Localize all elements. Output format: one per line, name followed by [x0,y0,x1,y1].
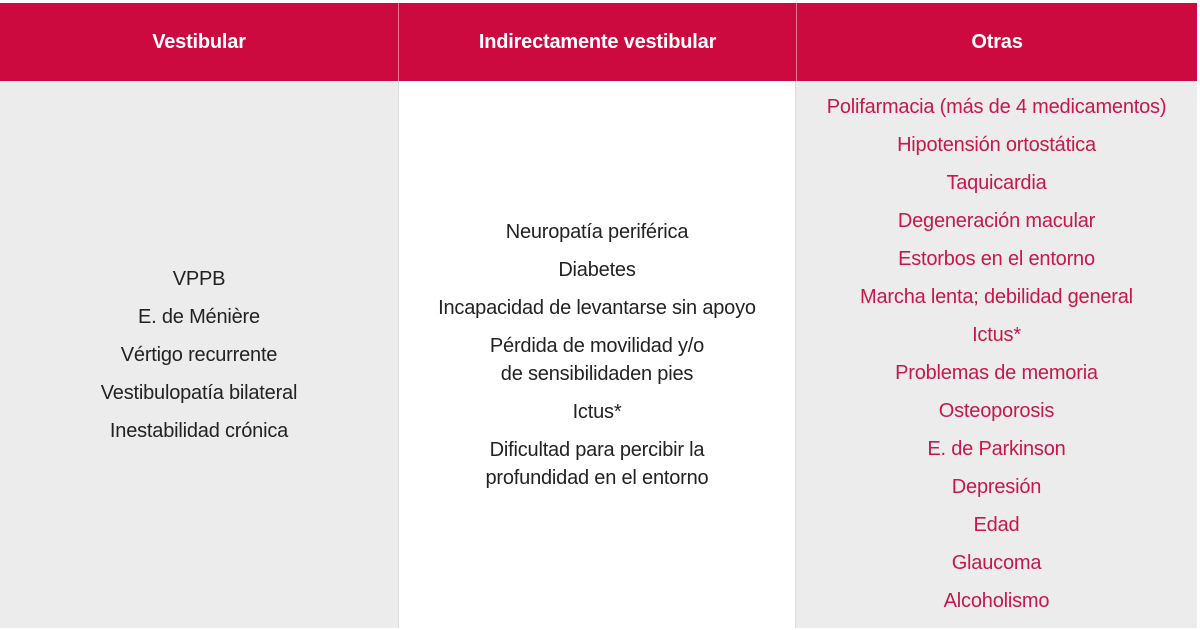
list-item [438,332,756,388]
list-item: Estorbos en el entorno [898,248,1095,270]
list-item-line: Diabetes [558,258,636,281]
list-item-line: Dificultad para percibir la [489,438,705,461]
list-item: Problemas de memoria [895,362,1098,384]
list-item: Hipotensión ortostática [897,134,1096,156]
list-item [438,256,756,284]
list-indirectamente-vestibular [438,218,756,492]
list-item-line: Ictus* [572,400,622,423]
column-indirectamente-vestibular [398,81,796,628]
header-vestibular: Vestibular [0,3,398,81]
list-item-line: Incapacidad de levantarse sin apoyo [438,296,756,319]
list-item: Marcha lenta; debilidad general [860,286,1133,308]
list-item [438,398,756,426]
list-item: Inestabilidad crónica [109,419,289,442]
list-item: Taquicardia [946,172,1047,194]
list-item: Edad [973,514,1020,536]
header-indirectamente-vestibular: Indirectamente vestibular [398,3,796,81]
list-item-line: Neuropatía periférica [505,220,689,243]
column-vestibular [0,81,398,628]
list-item-line: profundidad en el entorno [485,466,709,489]
list-item: Alcoholismo [943,590,1050,612]
list-item-line: de sensibilidaden pies [500,362,694,385]
list-item [438,218,756,246]
list-item: E. de Parkinson [927,438,1066,460]
header-otras: Otras [796,3,1197,81]
list-item: Glaucoma [951,552,1042,574]
list-item: VPPB [172,267,226,290]
list-item [438,294,756,322]
list-item: Vestibulopatía bilateral [100,381,298,404]
list-otras [827,88,1167,620]
list-item-line: Pérdida de movilidad y/o [489,334,705,357]
risk-factors-table [0,3,1197,628]
list-item: Osteoporosis [938,400,1055,422]
list-item: Polifarmacia (más de 4 medicamentos) [826,96,1167,118]
list-vestibular [101,265,297,445]
list-item: Ictus* [972,324,1021,346]
list-item: Depresión [951,476,1042,498]
list-item: Vértigo recurrente [120,343,278,366]
column-otras [796,81,1197,628]
list-item [438,436,756,492]
list-item: Degeneración macular [897,210,1096,232]
list-item: E. de Ménière [138,305,260,328]
